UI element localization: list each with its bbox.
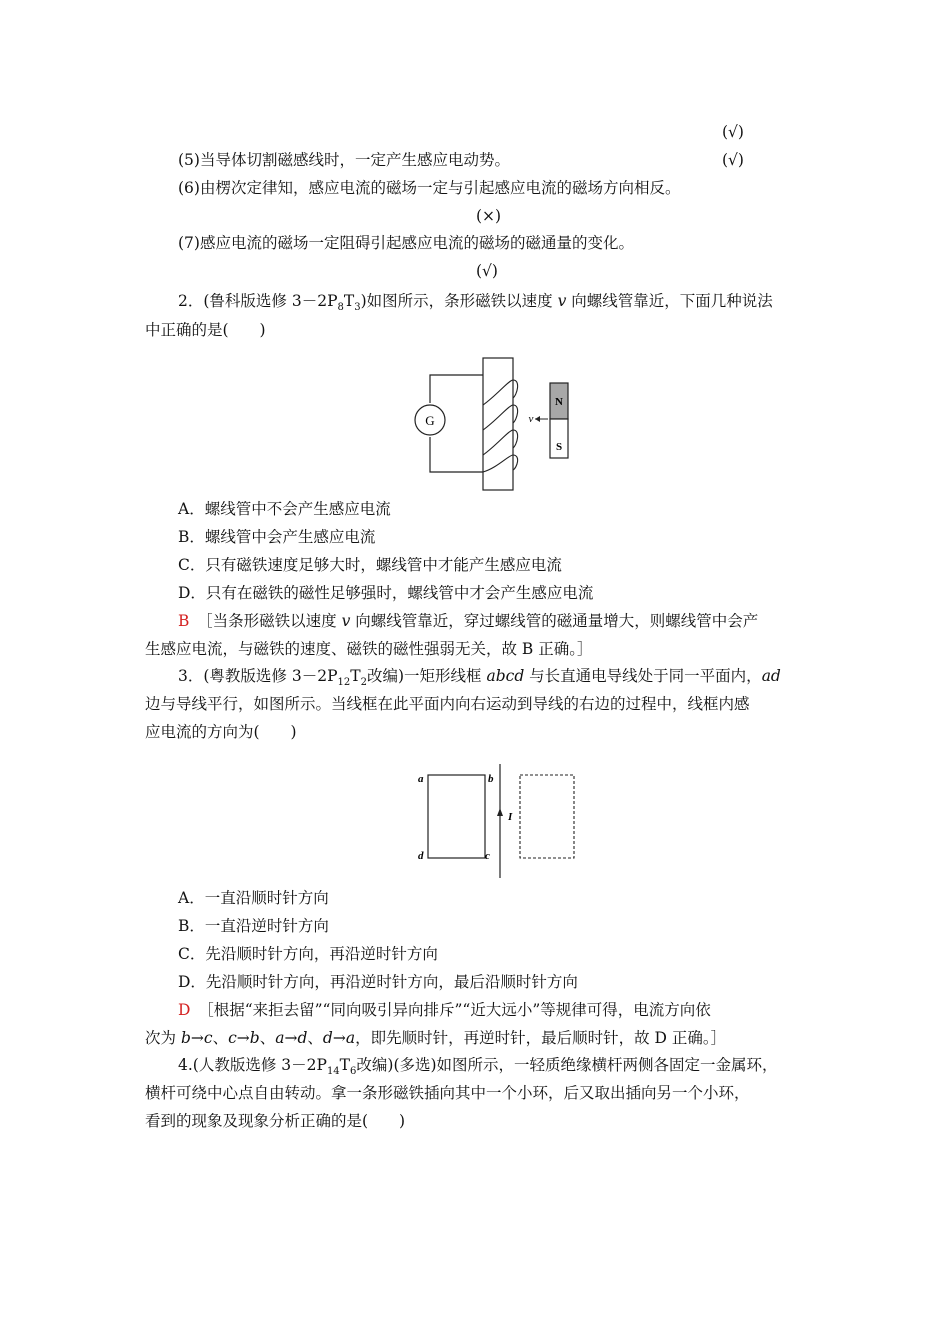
corner-d: d [418, 850, 424, 862]
current-label: I [508, 811, 513, 823]
q3-stem-line2: 边与导线平行，如图所示。当线框在此平面内向右运动到导线的右边的过程中，线框内感 [145, 695, 750, 713]
q2-figure-solenoid-magnet [405, 350, 585, 495]
mark-item7: (√) [476, 262, 498, 280]
q4-stem-line1: 4.(人教版选修 $3-2P_{14}T_6$改编)(多选)如图所示，一轻质绝缘横杆两侧各固定一金属环， [178, 1056, 778, 1078]
current-arrow [497, 808, 503, 816]
q3-stem-line3: 应电流的方向为( ) [145, 723, 297, 741]
q3-explanation-line2: 次为 b→c、c→b、a→d、d→a，即先顺时针，再逆时针，最后顺时针，故 D 正确。］ [145, 1029, 727, 1047]
loop-final-position [520, 775, 574, 858]
item-6-text: (6)由楞次定律知，感应电流的磁场一定与引起感应电流的磁场方向相反。 [178, 179, 681, 197]
q4-stem-line3: 看到的现象及现象分析正确的是( ) [145, 1112, 406, 1130]
corner-a: a [418, 773, 424, 785]
magnet-north-label: N [555, 396, 563, 408]
mark-item5: (√) [722, 151, 744, 169]
q2-explanation-line2: 生感应电流，与磁铁的速度、磁铁的磁性强弱无关，故 B 正确。］ [145, 640, 593, 658]
q3-explanation-line1: D ［根据“来拒去留”“同向吸引异向排斥”“近大远小”等规律可得，电流方向依 [178, 1001, 711, 1019]
q2-stem-line1: 2．(鲁科版选修 $3-2P_8T_3$)如图所示，条形磁铁以速度 v 向螺线管靠近，下面几种说法 [178, 292, 773, 314]
item-7-text: (7)感应电流的磁场一定阻碍引起感应电流的磁场的磁通量的变化。 [178, 234, 634, 252]
galvanometer-label: G [425, 413, 435, 428]
q2-explanation-line1: B ［当条形磁铁以速度 v 向螺线管靠近，穿过螺线管的磁通量增大，则螺线管中会产 [178, 612, 759, 630]
q3-figure-loop-wire [410, 760, 585, 880]
q3-option-d: D．先沿顺时针方向，再沿逆时针方向，最后沿顺时针方向 [178, 973, 578, 991]
corner-c: c [485, 850, 490, 862]
q3-option-b: B．一直沿逆时针方向 [178, 917, 329, 935]
mark-item6: (×) [476, 207, 502, 225]
q3-answer: D [178, 1001, 191, 1019]
q3-option-a: A．一直沿顺时针方向 [178, 889, 329, 907]
loop-abcd [428, 775, 485, 858]
q2-option-c: C．只有磁铁速度足够大时，螺线管中才能产生感应电流 [178, 556, 562, 574]
q3-stem-line1: 3．(粤教版选修 $3-2P_{12}T_2$改编)一矩形线框 abcd 与长直通电导线处于同一平面内，ad [178, 667, 781, 689]
q2-option-b: B．螺线管中会产生感应电流 [178, 528, 376, 546]
mark-item4: (√) [722, 123, 744, 141]
q2-option-d: D．只有在磁铁的磁性足够强时，螺线管中才会产生感应电流 [178, 584, 594, 602]
velocity-label: v [528, 413, 534, 425]
q2-answer: B [178, 612, 190, 630]
corner-b: b [488, 773, 494, 785]
q3-option-c: C．先沿顺时针方向，再沿逆时针方向 [178, 945, 438, 963]
q2-stem-line2: 中正确的是( ) [145, 321, 266, 339]
q4-stem-line2: 横杆可绕中心点自由转动。拿一条形磁铁插向其中一个小环，后又取出插向另一个小环， [145, 1084, 750, 1102]
magnet-south-label: S [555, 441, 563, 453]
item-5-text: (5)当导体切割磁感线时，一定产生感应电动势。 [178, 151, 510, 169]
q2-option-a: A．螺线管中不会产生感应电流 [178, 500, 391, 518]
